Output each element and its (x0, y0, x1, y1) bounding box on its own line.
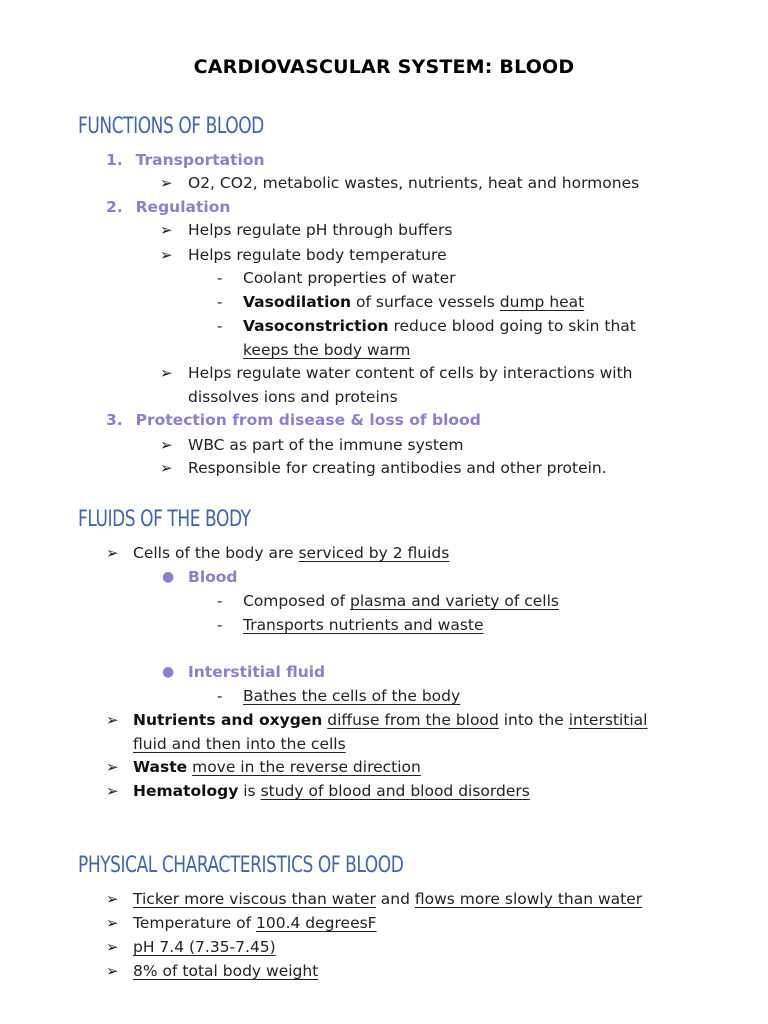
arrow-bullet-icon: ➢ (106, 782, 119, 800)
underlined-text: keeps the body warm (243, 341, 411, 359)
sub-item: O2, CO2, metabolic wastes, nutrients, heat and hormones (188, 174, 640, 192)
underlined-text: Transports nutrients and waste (243, 616, 484, 634)
dash-bullet-icon: - (217, 687, 223, 705)
paragraph-item-continued (133, 734, 346, 754)
list-item-label: Transportation (135, 151, 265, 169)
text: Cells of the body are (133, 544, 299, 562)
sub-sub-item-continued (243, 340, 410, 360)
list-number: 3. (106, 411, 123, 429)
arrow-bullet-icon: ➢ (160, 364, 173, 382)
paragraph-item (133, 937, 276, 957)
sub-sub-item (243, 292, 584, 312)
text: reduce blood going to skin that (388, 317, 636, 335)
underlined-text: interstitial (568, 711, 648, 729)
underlined-text: serviced by 2 fluids (298, 544, 450, 562)
text: of surface vessels (351, 293, 500, 311)
bold-term: Nutrients and oxygen (133, 711, 323, 729)
underlined-text: dump heat (499, 293, 585, 311)
underlined-text: 100.4 degreesF (255, 914, 377, 932)
round-bullet-icon: ● (162, 664, 175, 680)
dash-bullet-icon: - (217, 293, 223, 311)
text: Temperature of (133, 914, 256, 932)
sub-item: WBC as part of the immune system (188, 436, 464, 454)
arrow-bullet-icon: ➢ (160, 246, 173, 264)
arrow-bullet-icon: ➢ (106, 758, 119, 776)
paragraph-item (133, 757, 421, 777)
paragraph-item (133, 710, 647, 730)
arrow-bullet-icon: ➢ (106, 962, 119, 980)
underlined-text: fluid and then into the cells (133, 735, 346, 753)
dash-bullet-icon: - (217, 269, 223, 287)
list-item-transportation (106, 150, 265, 170)
arrow-bullet-icon: ➢ (106, 914, 119, 932)
section-heading-fluids: FLUIDS OF THE BODY (78, 507, 251, 532)
paragraph-item (133, 781, 530, 801)
list-item-label: Protection from disease & loss of blood (135, 411, 481, 429)
arrow-bullet-icon: ➢ (160, 174, 173, 192)
sub-item-continued: dissolves ions and proteins (188, 388, 398, 406)
paragraph-item (133, 961, 318, 981)
underlined-text: diffuse from the blood (327, 711, 499, 729)
sub-sub-item (243, 591, 559, 611)
sub-item: Helps regulate pH through buffers (188, 221, 453, 239)
sub-item: Helps regulate body temperature (188, 246, 447, 264)
section-heading-physical: PHYSICAL CHARACTERISTICS OF BLOOD (78, 853, 404, 878)
underlined-text: move in the reverse direction (192, 758, 421, 776)
underlined-text: plasma and variety of cells (349, 592, 559, 610)
paragraph-item (133, 543, 449, 563)
underlined-text: 8% of total body weight (133, 962, 319, 980)
sub-label: Interstitial fluid (188, 663, 326, 681)
dash-bullet-icon: - (217, 592, 223, 610)
sub-sub-item: Coolant properties of water (243, 269, 456, 287)
underlined-text: pH 7.4 (7.35-7.45) (133, 938, 276, 956)
sub-sub-item (243, 316, 636, 336)
bold-term: Waste (133, 758, 188, 776)
text: into the (498, 711, 569, 729)
underlined-text: Ticker more viscous than water (133, 890, 376, 908)
arrow-bullet-icon: ➢ (106, 544, 119, 562)
sub-label-interstitial (188, 662, 325, 682)
list-item-protection (106, 410, 481, 430)
paragraph-item (133, 913, 377, 933)
arrow-bullet-icon: ➢ (106, 711, 119, 729)
arrow-bullet-icon: ➢ (106, 890, 119, 908)
text: and (375, 890, 415, 908)
page-title: CARDIOVASCULAR SYSTEM: BLOOD (193, 56, 575, 78)
sub-sub-item (243, 686, 460, 706)
arrow-bullet-icon: ➢ (160, 459, 173, 477)
arrow-bullet-icon: ➢ (160, 436, 173, 454)
dash-bullet-icon: - (217, 317, 223, 335)
bold-term: Hematology (133, 782, 239, 800)
sub-sub-item (243, 615, 484, 635)
list-item-regulation (106, 197, 230, 217)
list-number: 1. (106, 151, 123, 169)
underlined-text: flows more slowly than water (414, 890, 643, 908)
text: is (238, 782, 261, 800)
underlined-text: study of blood and blood disorders (260, 782, 530, 800)
text: Composed of (243, 592, 350, 610)
arrow-bullet-icon: ➢ (106, 938, 119, 956)
list-item-label: Regulation (135, 198, 231, 216)
bold-term: Vasoconstriction (243, 317, 389, 335)
round-bullet-icon: ● (162, 569, 175, 585)
underlined-text: Bathes the cells of the body (243, 687, 461, 705)
sub-item: Responsible for creating antibodies and other protein. (188, 459, 607, 477)
paragraph-item (133, 889, 642, 909)
arrow-bullet-icon: ➢ (160, 221, 173, 239)
sub-label-blood (188, 567, 238, 587)
sub-item: Helps regulate water content of cells by interactions with (188, 364, 633, 382)
bold-term: Vasodilation (243, 293, 352, 311)
sub-label: Blood (188, 568, 238, 586)
section-heading-functions: FUNCTIONS OF BLOOD (78, 114, 264, 139)
dash-bullet-icon: - (217, 616, 223, 634)
list-number: 2. (106, 198, 123, 216)
